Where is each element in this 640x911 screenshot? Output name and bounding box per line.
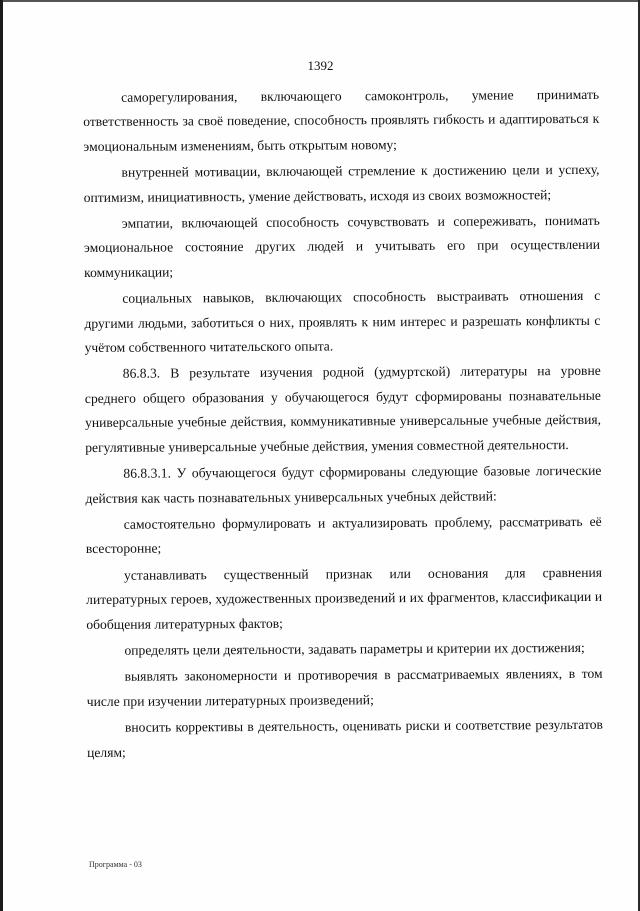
list-item-establish-feature: устанавливать существенный признак или основания для сравнения литературных героев, художественных произведений и их фрагментов, классификации и обобщения литературных фактов; xyxy=(86,564,603,632)
paragraph-motivation: внутренней мотивации, включающей стремление к достижению цели и успеху, оптимизм, инициативность, умение действовать, исходя из своих возможностей; xyxy=(83,162,600,205)
scan-edge xyxy=(3,0,638,2)
list-item-identify-patterns: выявлять закономерности и противоречия в рассматриваемых явлениях, в том числе при изучении литературных произведений; xyxy=(86,666,603,709)
paragraph-section-86-8-3-1: 86.8.3.1. У обучающегося будут сформированы следующие базовые логические действия как часть познавательных универсальных учебных действий: xyxy=(85,462,602,506)
paragraph-section-86-8-3: 86.8.3. В результате изучения родной (удмуртской) литературы на уровне среднего общего образования у обучающегося будут сформированы познавательные универсальные учебные действия, коммуникативные универсальные учебные действия, регулятивные универсальные учебные действия, умения совместной деятельности. xyxy=(84,363,602,455)
paragraph-social-skills: социальных навыков, включающих способность выстраивать отношения с другими людьми, заботиться о них, проявлять к ним интерес и разрешать конфликты с учётом собственного читательского опыта. xyxy=(84,288,601,356)
list-item-make-corrections: вносить коррективы в деятельность, оценивать риски и соответствие результатов целям; xyxy=(87,716,603,760)
page-footer: Программа - 03 xyxy=(89,860,142,869)
paragraph-self-regulation: саморегулирования, включающего самоконтроль, умение принимать ответственность за своё поведение, способность проявлять гибкость и адаптироваться к эмоциональным изменениям, быть открытым новому; xyxy=(83,86,600,154)
body-text xyxy=(83,83,603,767)
list-item-define-goals: определять цели деятельности, задавать параметры и критерии их достижения; xyxy=(124,639,585,658)
list-item-formulate-problem: самостоятельно формулировать и актуализировать проблему, рассматривать её всесторонне; xyxy=(85,513,602,557)
page-number: 1392 xyxy=(307,58,334,73)
paragraph-empathy: эмпатии, включающей способность сочувствовать и сопереживать, понимать эмоциональное состояние других людей и учитывать его при осуществлении коммуникации; xyxy=(83,212,601,280)
